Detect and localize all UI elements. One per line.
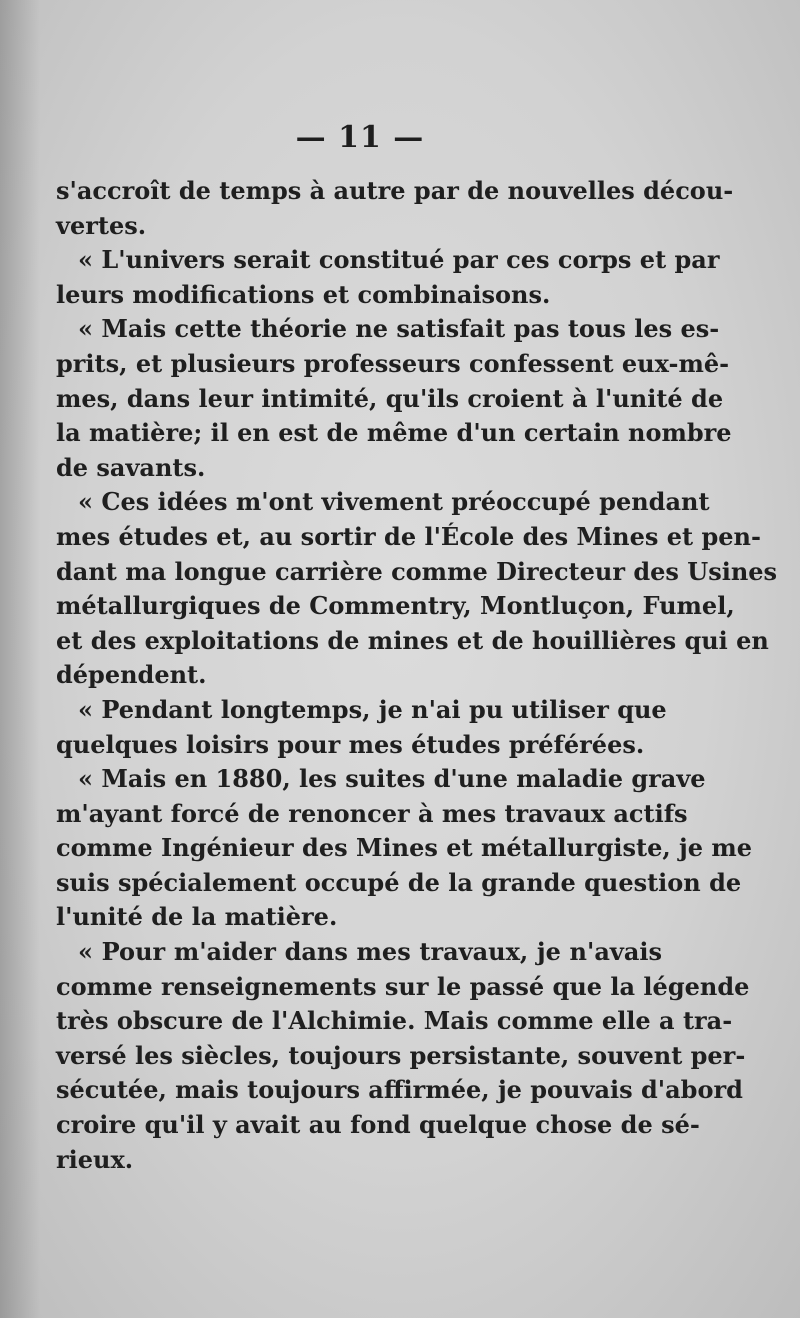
page-number: — 11 — <box>295 120 425 155</box>
text-line: comme Ingénieur des Mines et métallurgiste, je me <box>56 833 753 863</box>
text-line: « Mais cette théorie ne satisfait pas tous les es- <box>78 314 720 344</box>
text-line: quelques loisirs pour mes études préférées. <box>56 729 645 759</box>
text-line: très obscure de l'Alchimie. Mais comme elle a tra- <box>56 1006 733 1036</box>
text-line: « L'univers serait constitué par ces corps et par <box>78 245 720 275</box>
text-line: métallurgiques de Commentry, Montluçon, Fumel, <box>56 591 735 621</box>
text-line: « Mais en 1880, les suites d'une maladie grave <box>78 764 706 794</box>
text-line: versé les siècles, toujours persistante, souvent per- <box>56 1040 746 1070</box>
text-line: comme renseignements sur le passé que la légende <box>56 971 750 1001</box>
text-line: m'ayant forcé de renoncer à mes travaux actifs <box>56 798 688 828</box>
text-line: la matière; il en est de même d'un certain nombre <box>56 418 732 448</box>
text-line: « Pendant longtemps, je n'ai pu utiliser que <box>78 694 667 724</box>
text-line: vertes. <box>56 210 147 240</box>
text-line: dant ma longue carrière comme Directeur des Usines <box>56 556 778 586</box>
text-line: l'unité de la matière. <box>56 902 338 932</box>
text-line: sécutée, mais toujours affirmée, je pouvais d'abord <box>56 1075 743 1105</box>
text-line: s'accroît de temps à autre par de nouvelles décou- <box>56 176 734 205</box>
text-line: « Ces idées m'ont vivement préoccupé pendant <box>78 487 710 517</box>
text-line: et des exploitations de mines et de houillières qui en <box>56 625 769 655</box>
text-line: dépendent. <box>56 660 207 690</box>
text-line: prits, et plusieurs professeurs confessent eux-mê- <box>56 348 730 378</box>
text-line: leurs modifications et combinaisons. <box>56 279 551 309</box>
text-line: rieux. <box>56 1144 134 1174</box>
text-line: croire qu'il y avait au fond quelque chose de sé- <box>56 1110 700 1140</box>
text-line: mes, dans leur intimité, qu'ils croient à l'unité de <box>56 383 724 413</box>
text-line: « Pour m'aider dans mes travaux, je n'avais <box>78 937 662 967</box>
body-text <box>56 174 778 1177</box>
text-line: suis spécialement occupé de la grande question de <box>56 867 742 897</box>
text-line: de savants. <box>56 452 206 482</box>
text-line: mes études et, au sortir de l'École des Mines et pen- <box>56 521 761 551</box>
